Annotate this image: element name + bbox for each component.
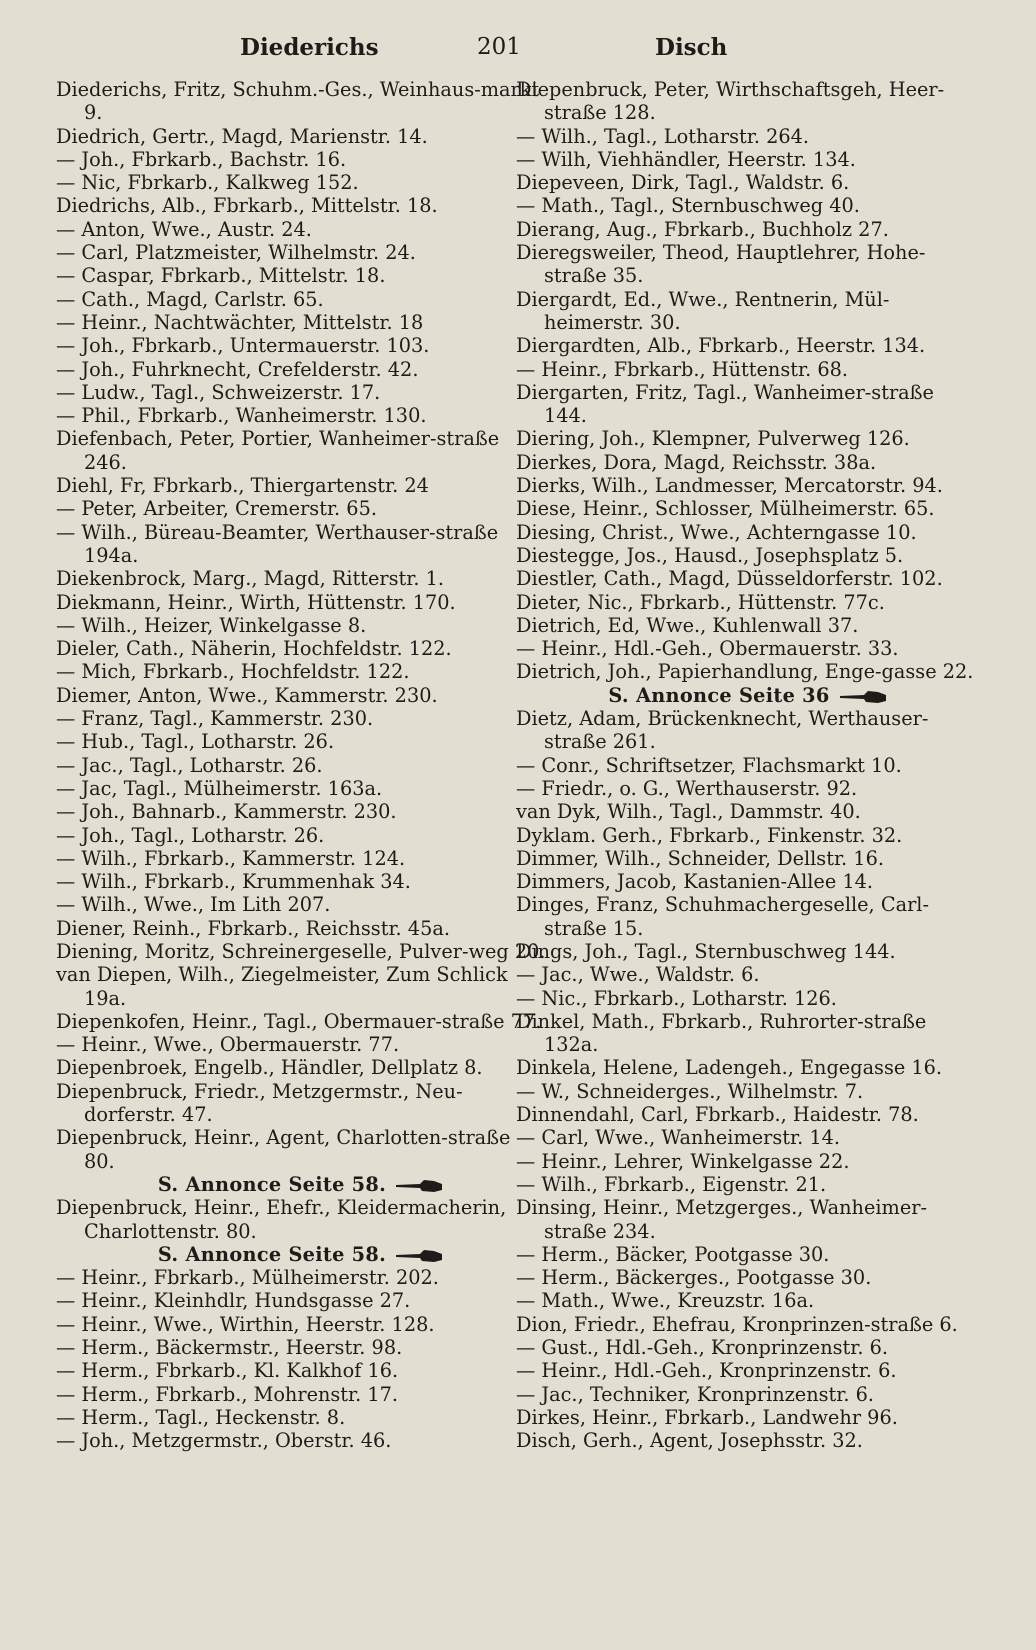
directory-entry: Diekenbrock, Marg., Magd, Ritterstr. 1. (56, 567, 445, 591)
directory-entry: Disch, Gerh., Agent, Josephsstr. 32. (516, 1429, 863, 1453)
directory-entry: Dietrich, Ed, Wwe., Kuhlenwall 37. (516, 613, 859, 637)
directory-entry: Dietz, Adam, Brückenknecht, Werthauser-straße 261. (516, 707, 929, 754)
directory-entry: — Joh., Fbrkarb., Untermauerstr. 103. (56, 334, 430, 358)
directory-entry: — Heinr., Kleinhdlr, Hundsgasse 27. (56, 1289, 411, 1313)
page-header (0, 34, 1036, 70)
directory-entry: Dinges, Franz, Schuhmachergeselle, Carl-straße 15. (516, 893, 929, 940)
annonce-text: S. Annonce Seite 58. (157, 1172, 387, 1196)
directory-entry: — W., Schneiderges., Wilhelmstr. 7. (516, 1079, 864, 1103)
directory-entry: — Herm., Tagl., Heckenstr. 8. (56, 1405, 346, 1429)
pointing-hand-icon (838, 689, 888, 705)
directory-entry: — Gust., Hdl.-Geh., Kronprinzenstr. 6. (516, 1336, 889, 1360)
directory-entry: Diehl, Fr, Fbrkarb., Thiergartenstr. 24 (56, 474, 429, 498)
directory-entry: Dierkes, Dora, Magd, Reichsstr. 38a. (516, 450, 877, 474)
directory-entry: — Herm., Bäcker, Pootgasse 30. (516, 1242, 830, 1266)
directory-entry: — Cath., Magd, Carlstr. 65. (56, 287, 324, 311)
pointing-hand-icon (394, 1178, 444, 1194)
directory-entry: Diestegge, Jos., Hausd., Josephsplatz 5. (516, 543, 904, 567)
annonce-text: S. Annonce Seite 58. (157, 1242, 387, 1266)
directory-entry: — Heinr., Lehrer, Winkelgasse 22. (516, 1149, 850, 1173)
directory-entry: Dimmers, Jacob, Kastanien-Allee 14. (516, 870, 874, 894)
directory-entry: — Joh., Metzgermstr., Oberstr. 46. (56, 1429, 392, 1453)
directory-entry: — Caspar, Fbrkarb., Mittelstr. 18. (56, 264, 386, 288)
directory-entry: Diemer, Anton, Wwe., Kammerstr. 230. (56, 683, 438, 707)
directory-entry: — Wilh., Fbrkarb., Kammerstr. 124. (56, 846, 406, 870)
directory-entry: Diepenkofen, Heinr., Tagl., Obermauer-straße 77. (56, 1009, 542, 1033)
directory-entry: — Wilh., Tagl., Lotharstr. 264. (516, 124, 810, 148)
page-number: 201 (477, 34, 521, 60)
directory-entry: — Heinr., Wwe., Wirthin, Heerstr. 128. (56, 1312, 435, 1336)
directory-entry: — Math., Wwe., Kreuzstr. 16a. (516, 1289, 815, 1313)
pointing-hand-icon (394, 1248, 444, 1264)
directory-entry: Dietrich, Joh., Papierhandlung, Enge-gasse 22. (516, 660, 974, 684)
directory-entry: — Herm., Fbrkarb., Mohrenstr. 17. (56, 1382, 399, 1406)
directory-entry: — Ludw., Tagl., Schweizerstr. 17. (56, 380, 381, 404)
directory-entry: Dinnendahl, Carl, Fbrkarb., Haidestr. 78. (516, 1103, 919, 1127)
directory-entry: — Heinr., Nachtwächter, Mittelstr. 18 (56, 310, 424, 334)
directory-entry: — Phil., Fbrkarb., Wanheimerstr. 130. (56, 404, 427, 428)
directory-entry: — Heinr., Fbrkarb., Hüttenstr. 68. (516, 357, 848, 381)
annonce-reference (516, 684, 980, 707)
directory-entry: — Carl, Wwe., Wanheimerstr. 14. (516, 1126, 841, 1150)
directory-entry: — Heinr., Wwe., Obermauerstr. 77. (56, 1033, 400, 1057)
directory-entry: — Heinr., Hdl.-Geh., Obermauerstr. 33. (516, 637, 899, 661)
annonce-reference (56, 1173, 546, 1196)
directory-entry: Diener, Reinh., Fbrkarb., Reichsstr. 45a. (56, 916, 450, 940)
directory-entry: — Herm., Fbrkarb., Kl. Kalkhof 16. (56, 1359, 399, 1383)
directory-entry: — Heinr., Fbrkarb., Mülheimerstr. 202. (56, 1266, 439, 1290)
directory-entry: — Peter, Arbeiter, Cremerstr. 65. (56, 497, 377, 521)
directory-entry: Diergardten, Alb., Fbrkarb., Heerstr. 134. (516, 334, 926, 358)
directory-entry: Diese, Heinr., Schlosser, Mülheimerstr. 65. (516, 497, 935, 521)
directory-entry: Diening, Moritz, Schreinergeselle, Pulver-weg 20. (56, 939, 546, 963)
directory-entry: Dierks, Wilh., Landmesser, Mercatorstr. 94. (516, 474, 943, 498)
header-left-catchword: Diederichs (240, 34, 379, 61)
directory-entry: Diestler, Cath., Magd, Düsseldorferstr. 102. (516, 567, 943, 591)
directory-entry: — Wilh., Fbrkarb., Eigenstr. 21. (516, 1172, 827, 1196)
directory-entry: — Joh., Fbrkarb., Bachstr. 16. (56, 147, 347, 171)
directory-entry: — Jac., Tagl., Lotharstr. 26. (56, 753, 323, 777)
directory-entry: Diepenbruck, Heinr., Ehefr., Kleidermacherin, Charlottenstr. 80. (56, 1196, 507, 1243)
directory-entry: Dirkes, Heinr., Fbrkarb., Landwehr 96. (516, 1405, 898, 1429)
directory-entry: — Joh., Fuhrknecht, Crefelderstr. 42. (56, 357, 419, 381)
directory-entry: Diepenbruck, Heinr., Agent, Charlotten-straße 80. (56, 1126, 511, 1173)
directory-entry: van Diepen, Wilh., Ziegelmeister, Zum Schlick 19a. (56, 963, 508, 1010)
directory-entry: — Joh., Bahnarb., Kammerstr. 230. (56, 800, 397, 824)
left-column (56, 78, 546, 1453)
directory-entry: Diepenbroek, Engelb., Händler, Dellplatz 8. (56, 1056, 483, 1080)
directory-entry: Diepenbruck, Friedr., Metzgermstr., Neu-dorferstr. 47. (56, 1079, 463, 1127)
directory-entry: Dieler, Cath., Näherin, Hochfeldstr. 122. (56, 637, 452, 661)
directory-entry: — Wilh., Heizer, Winkelgasse 8. (56, 613, 367, 637)
directory-entry: — Wilh, Viehhändler, Heerstr. 134. (516, 147, 856, 171)
directory-entry: — Jac., Wwe., Waldstr. 6. (516, 963, 760, 987)
directory-entry: van Dyk, Wilh., Tagl., Dammstr. 40. (516, 800, 861, 824)
directory-entry: Dyklam. Gerh., Fbrkarb., Finkenstr. 32. (516, 823, 903, 847)
directory-entry: — Conr., Schriftsetzer, Flachsmarkt 10. (516, 753, 902, 777)
directory-entry: Dieregsweiler, Theod, Hauptlehrer, Hohe-straße 35. (516, 241, 926, 288)
directory-entry: — Wilh., Büreau-Beamter, Werthauser-straße 194a. (56, 520, 499, 567)
directory-entry: Diedrich, Gertr., Magd, Marienstr. 14. (56, 124, 428, 148)
directory-entry: — Nic, Fbrkarb., Kalkweg 152. (56, 171, 359, 195)
directory-entry: Dinsing, Heinr., Metzgerges., Wanheimer-straße 234. (516, 1196, 927, 1243)
annonce-reference (56, 1243, 546, 1266)
directory-entry: Diering, Joh., Klempner, Pulverweg 126. (516, 427, 910, 451)
directory-entry: — Heinr., Hdl.-Geh., Kronprinzenstr. 6. (516, 1359, 897, 1383)
annonce-text: S. Annonce Seite 36 (608, 683, 830, 707)
directory-entry: Diefenbach, Peter, Portier, Wanheimer-straße 246. (56, 427, 500, 474)
directory-entry: — Carl, Platzmeister, Wilhelmstr. 24. (56, 241, 416, 265)
directory-entry: — Joh., Tagl., Lotharstr. 26. (56, 823, 325, 847)
directory-entry: — Mich, Fbrkarb., Hochfeldstr. 122. (56, 660, 410, 684)
directory-entry: — Hub., Tagl., Lotharstr. 26. (56, 730, 335, 754)
directory-entry: Dinkel, Math., Fbrkarb., Ruhrorter-straße 132a. (516, 1009, 927, 1057)
directory-entry: Dimmer, Wilh., Schneider, Dellstr. 16. (516, 846, 884, 870)
directory-entry: Diergardt, Ed., Wwe., Rentnerin, Mül-heimerstr. 30. (516, 287, 890, 334)
directory-entry: Diedrichs, Alb., Fbrkarb., Mittelstr. 18. (56, 194, 438, 218)
directory-entry: Diepenbruck, Peter, Wirthschaftsgeh, Heer-straße 128. (516, 78, 945, 125)
right-column (516, 78, 980, 1453)
directory-entry: — Jac, Tagl., Mülheimerstr. 163a. (56, 776, 383, 800)
directory-entry: Dieter, Nic., Fbrkarb., Hüttenstr. 77c. (516, 590, 885, 614)
directory-entry: — Nic., Fbrkarb., Lotharstr. 126. (516, 986, 837, 1010)
directory-entry: Dierang, Aug., Fbrkarb., Buchholz 27. (516, 217, 889, 241)
directory-entry: — Jac., Techniker, Kronprinzenstr. 6. (516, 1382, 875, 1406)
directory-entry: — Franz, Tagl., Kammerstr. 230. (56, 707, 374, 731)
directory-entry: Diesing, Christ., Wwe., Achterngasse 10. (516, 520, 917, 544)
directory-entry: — Math., Tagl., Sternbuschweg 40. (516, 194, 860, 218)
directory-entry: Diekmann, Heinr., Wirth, Hüttenstr. 170. (56, 590, 456, 614)
directory-entry: Diepeveen, Dirk, Tagl., Waldstr. 6. (516, 171, 850, 195)
directory-entry: Diederichs, Fritz, Schuhm.-Ges., Weinhaus-markt 9. (56, 78, 540, 125)
directory-entry: — Friedr., o. G., Werthauserstr. 92. (516, 776, 858, 800)
directory-entry: Dinkela, Helene, Ladengeh., Engegasse 16. (516, 1056, 943, 1080)
directory-entry: — Wilh., Wwe., Im Lith 207. (56, 893, 331, 917)
directory-entry: Diergarten, Fritz, Tagl., Wanheimer-straße 144. (516, 380, 934, 428)
directory-entry: — Herm., Bäckerges., Pootgasse 30. (516, 1266, 872, 1290)
directory-entry: — Wilh., Fbrkarb., Krummenhak 34. (56, 870, 411, 894)
directory-entry: Dion, Friedr., Ehefrau, Kronprinzen-straße 6. (516, 1312, 958, 1336)
header-right-catchword: Disch (655, 34, 728, 61)
directory-entry: — Anton, Wwe., Austr. 24. (56, 217, 312, 241)
directory-entry: — Herm., Bäckermstr., Heerstr. 98. (56, 1336, 403, 1360)
directory-entry: Dings, Joh., Tagl., Sternbuschweg 144. (516, 939, 896, 963)
